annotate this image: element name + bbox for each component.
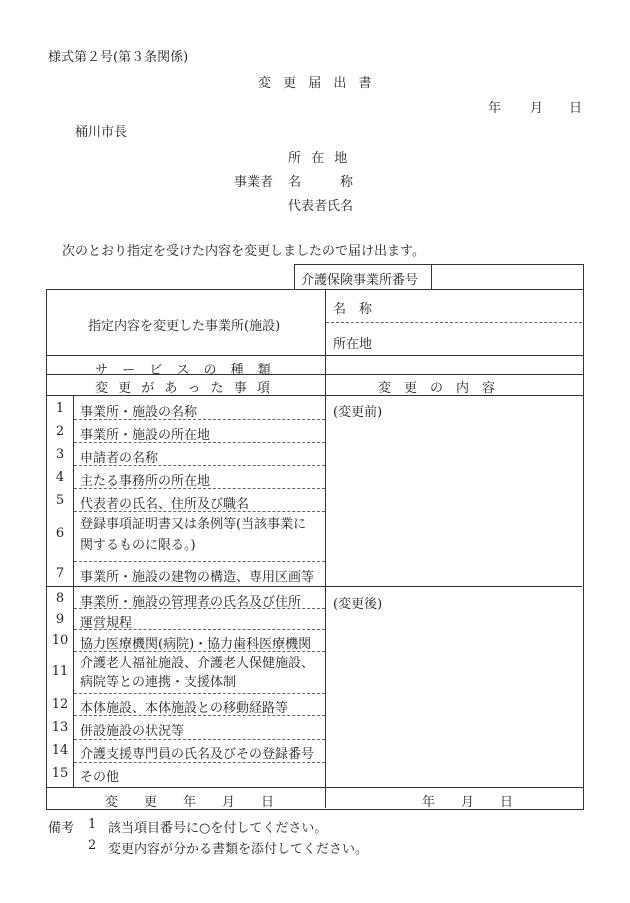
row-line <box>46 374 583 375</box>
item-divider <box>74 608 325 609</box>
list-item: 事業所・施設の管理者の氏名及び住所 <box>80 595 302 610</box>
list-item: 協力医療機関(病院)・協力歯科医療機関 <box>80 637 312 652</box>
item-divider <box>74 762 325 763</box>
list-item: 申請者の名称 <box>80 451 159 466</box>
item-number: 6 <box>55 526 65 541</box>
location-label: 所 在 地 <box>288 151 351 166</box>
list-item: 介護支援専門員の氏名及びその登録番号 <box>80 747 315 762</box>
item-divider <box>74 739 325 740</box>
item-number: 5 <box>55 493 65 508</box>
item-divider <box>74 511 325 512</box>
facility-name-label: 名 称 <box>333 302 373 317</box>
item-number: 4 <box>55 470 65 485</box>
list-item-line2: 病院等との連携・支援体制 <box>80 675 237 690</box>
date-month-label: 月 <box>530 101 544 116</box>
item-number: 11 <box>51 664 69 679</box>
changed-items-label: 変 更 が あ っ た 事 項 <box>95 381 273 396</box>
number-column-divider <box>73 395 74 787</box>
list-item: 併設施設の状況等 <box>80 724 185 739</box>
list-item: 事業所・施設の所在地 <box>80 428 211 443</box>
item-number: 8 <box>55 591 65 606</box>
before-after-divider <box>326 586 582 587</box>
item-number: 1 <box>55 401 65 416</box>
item-number: 10 <box>51 633 69 648</box>
note-text: 変更内容が分かる書類を添付してください。 <box>108 842 369 857</box>
facility-dash <box>326 322 582 323</box>
item-divider <box>74 419 325 420</box>
service-type-label: サ ー ビ ス の 種 類 <box>95 363 276 378</box>
item-divider <box>74 693 325 694</box>
list-item: 代表者の氏名、住所及び職名 <box>80 497 250 512</box>
date-day-label: 日 <box>569 101 583 116</box>
facility-address-label: 所在地 <box>333 337 373 352</box>
list-item: 運営規程 <box>80 616 133 631</box>
after-label: (変更後) <box>333 597 383 612</box>
center-divider <box>325 289 326 808</box>
before-label: (変更前) <box>333 405 383 420</box>
document-title: 変 更 届 出 書 <box>258 76 376 91</box>
list-item: 事業所・施設の建物の構造、専用区画等 <box>80 570 315 585</box>
facility-label: 指定内容を変更した事業所(施設) <box>88 319 281 334</box>
item-divider <box>74 715 325 716</box>
list-item: 介護老人福祉施設、介護老人保健施設、 <box>80 656 315 671</box>
item-number: 14 <box>51 743 69 758</box>
list-item-line2: 関するものに限る。) <box>80 538 196 553</box>
item-divider <box>74 561 325 562</box>
item-number: 9 <box>55 612 65 627</box>
notes-label: 備考 <box>48 821 75 836</box>
item-divider <box>74 488 325 489</box>
item-number: 13 <box>51 720 69 735</box>
item-divider <box>74 465 325 466</box>
list-item: 主たる事務所の所在地 <box>80 474 211 489</box>
note-number: 1 <box>88 817 97 832</box>
row-line <box>46 787 583 788</box>
change-content-label: 変 更 の 内 容 <box>378 381 496 396</box>
list-item: その他 <box>80 770 120 785</box>
item-divider <box>74 629 325 630</box>
addressee: 桶川市長 <box>75 125 128 140</box>
item-divider <box>74 442 325 443</box>
name-label: 名 称 <box>288 175 354 190</box>
representative-label: 代表者氏名 <box>288 199 354 214</box>
item-number: 2 <box>55 424 65 439</box>
intro-text: 次のとおり指定を受けた内容を変更しましたので届け出ます。 <box>62 244 425 259</box>
list-item: 登録事項証明書又は条例等(当該事業に <box>80 517 307 532</box>
note-text: 該当項目番号に○を付してください。 <box>108 821 328 836</box>
item-number: 12 <box>51 697 69 712</box>
item-number: 3 <box>55 447 65 462</box>
office-number-label: 介護保険事業所番号 <box>301 273 419 288</box>
change-date-label: 変 更 年 月 日 <box>105 795 275 810</box>
note-number: 2 <box>88 838 97 853</box>
change-date-value: 年 月 日 <box>422 795 514 810</box>
item-number: 7 <box>55 566 65 581</box>
form-number: 様式第２号(第３条関係) <box>48 50 189 65</box>
item-divider-solid <box>46 586 326 587</box>
item-number: 15 <box>51 766 69 781</box>
row-line <box>46 355 583 356</box>
list-item: 事業所・施設の名称 <box>80 405 198 420</box>
row-line <box>46 395 583 396</box>
date-year-label: 年 <box>488 101 502 116</box>
item-divider <box>74 651 325 652</box>
list-item: 本体施設、本体施設との移動経路等 <box>80 701 289 716</box>
business-label: 事業者 <box>234 175 274 190</box>
office-number-divider <box>431 264 432 289</box>
